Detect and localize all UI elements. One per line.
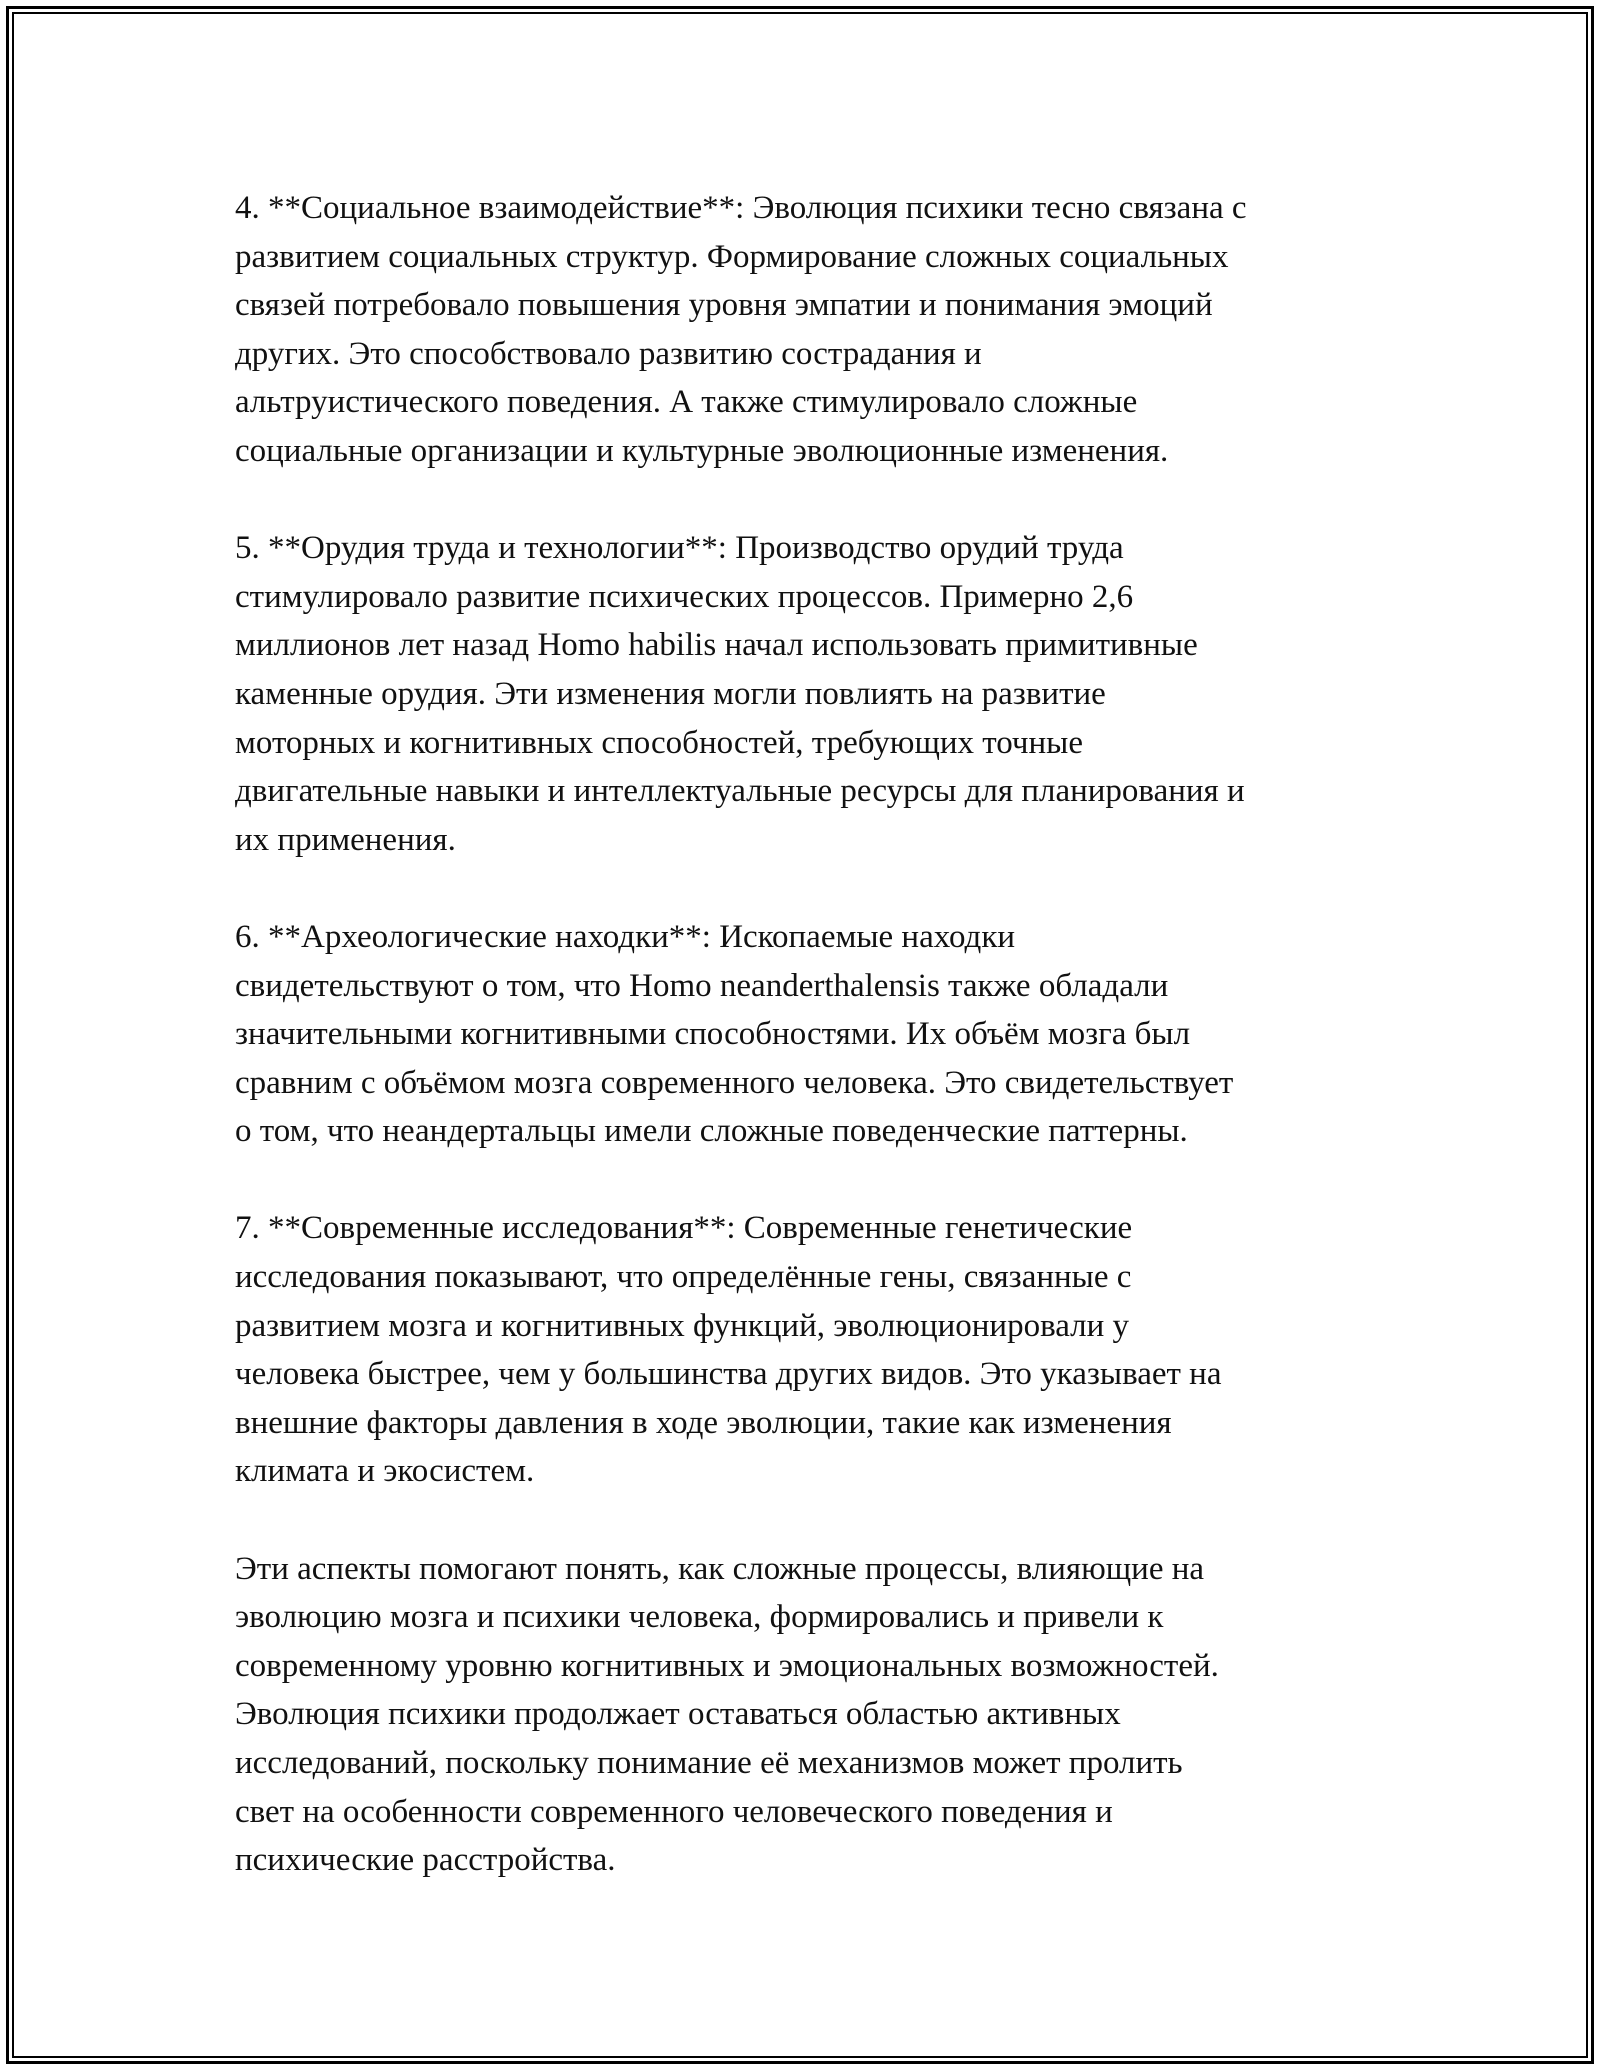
paragraph-archaeological-finds: 6. **Археологические находки**: Ископаемые находки свидетельствуют о том, что Homo neanderthalensis также обладали значительными когнитивными способностями. Их объём мозга был сравним с объёмом мозга современного человека. Это свидетельствует о том, что неандертальцы имели сложные поведенческие паттерны. xyxy=(235,918,1234,1150)
paragraph-modern-research: 7. **Современные исследования**: Современные генетические исследования показывают, что определённые гены, связанные с развитием мозга и когнитивных функций, эволюционировали у человека быстрее, чем у большинства других видов. Это указывает на внешние факторы давления в ходе эволюции, такие как изменения климата и экосистем. xyxy=(235,1210,1222,1490)
paragraph-tools-technology: 5. **Орудия труда и технологии**: Производство орудий труда стимулировало развитие психических процессов. Примерно 2,6 миллионов лет назад Homo habilis начал использовать примитивные каменные орудия. Эти изменения могли повлиять на развитие моторных и когнитивных способностей, требующих точные двигательные навыки и интеллектуальные ресурсы для планирования и их применения. xyxy=(235,530,1245,858)
document-body xyxy=(235,184,1375,1885)
paragraph-social-interaction: 4. **Социальное взаимодействие**: Эволюция психики тесно связана с развитием социальных структур. Формирование сложных социальных связей потребовало повышения уровня эмпатии и понимания эмоций других. Это способствовало развитию сострадания и альтруистического поведения. А также стимулировало сложные социальные организации и культурные эволюционные изменения. xyxy=(235,190,1247,469)
paragraph-conclusion: Эти аспекты помогают понять, как сложные процессы, влияющие на эволюцию мозга и психики человека, формировались и привели к современному уровню когнитивных и эмоциональных возможностей. Эволюция психики продолжает оставаться областью активных исследований, поскольку понимание её механизмов может пролить свет на особенности современного человеческого поведения и психические расстройства. xyxy=(235,1550,1219,1879)
